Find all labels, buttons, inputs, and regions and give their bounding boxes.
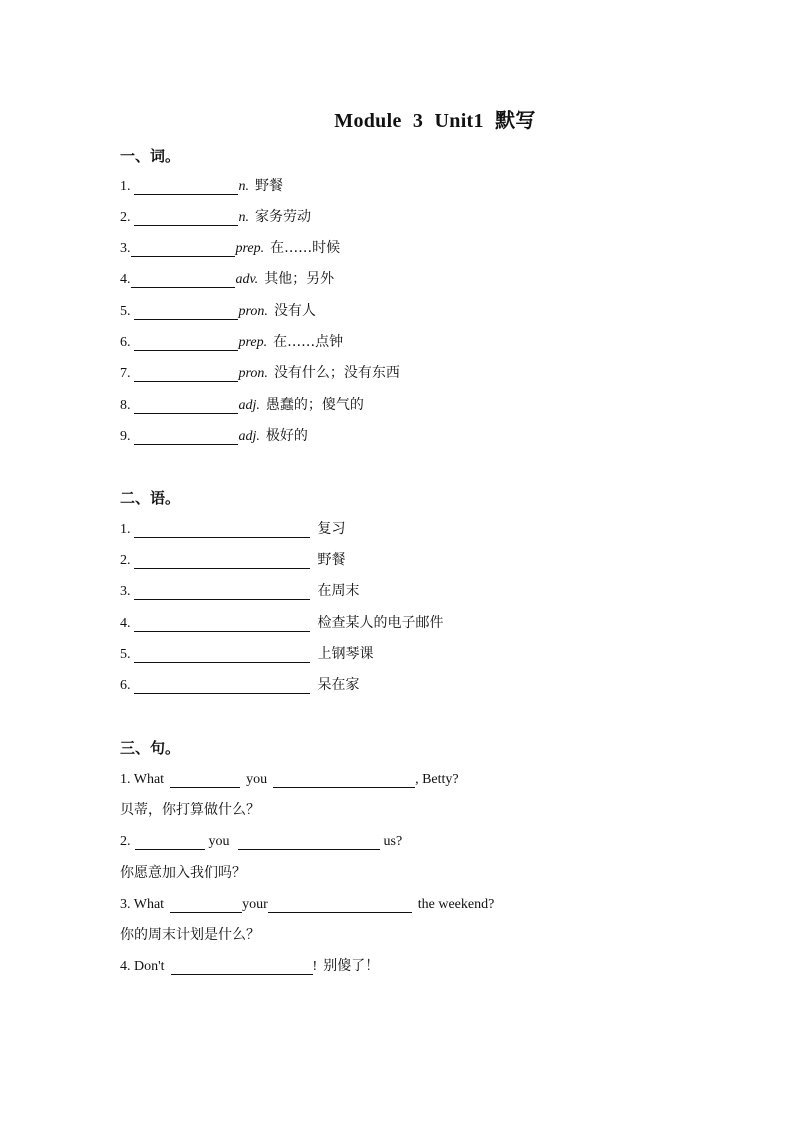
- answer-blank[interactable]: [273, 773, 415, 788]
- answer-blank[interactable]: [134, 336, 238, 351]
- item-number: 7.: [120, 366, 131, 381]
- sentence-translation: 你愿意加入我们吗？: [120, 865, 246, 881]
- answer-blank[interactable]: [134, 679, 310, 694]
- item-number: 8.: [120, 398, 131, 413]
- sentence-text: , Betty?: [415, 772, 459, 787]
- section-heading-words: 一、词。: [120, 147, 181, 165]
- phrase-meaning: 检查某人的电子邮件: [317, 615, 444, 631]
- word-meaning: 家务劳动: [255, 209, 311, 225]
- sentence-item-3: [120, 893, 494, 913]
- item-number: 5.: [120, 647, 131, 662]
- answer-blank[interactable]: [134, 523, 310, 538]
- answer-blank[interactable]: [268, 898, 412, 913]
- word-meaning: 其他；另外: [264, 271, 335, 287]
- answer-blank[interactable]: [134, 430, 238, 445]
- sentence-item-4: [120, 955, 379, 975]
- word-meaning: 极好的: [265, 428, 308, 444]
- sentence-text: you: [208, 834, 230, 849]
- word-meaning: 没有什么；没有东西: [273, 365, 400, 381]
- part-of-speech: pron.: [238, 304, 268, 319]
- answer-blank[interactable]: [238, 835, 380, 850]
- phrase-item: [120, 549, 346, 569]
- sentence-text: the weekend?: [417, 897, 495, 912]
- word-meaning: 愚蠢的；傻气的: [265, 397, 364, 413]
- phrase-meaning: 呆在家: [317, 677, 360, 693]
- sentence-text: 4. Don't: [120, 959, 165, 974]
- answer-blank[interactable]: [134, 305, 238, 320]
- sentence-item-1: [120, 768, 459, 788]
- phrase-item: [120, 643, 374, 663]
- phrase-item: [120, 612, 444, 632]
- word-meaning: 在……点钟: [273, 334, 344, 350]
- sentence-text: your: [242, 897, 268, 912]
- sentence-text: 1. What: [120, 772, 165, 787]
- word-item: [120, 425, 308, 445]
- phrase-meaning: 上钢琴课: [317, 646, 374, 662]
- answer-blank[interactable]: [131, 273, 235, 288]
- part-of-speech: pron.: [238, 366, 268, 381]
- part-of-speech: n.: [238, 210, 249, 225]
- item-number: 4.: [120, 616, 131, 631]
- word-item: [120, 300, 316, 320]
- sentence-text: 3. What: [120, 897, 165, 912]
- part-of-speech: adv.: [235, 272, 259, 287]
- sentence-text: !: [312, 959, 318, 974]
- answer-blank[interactable]: [170, 898, 242, 913]
- word-item: [120, 268, 334, 288]
- page-title: Module 3 Unit1 默写: [334, 110, 536, 132]
- answer-blank[interactable]: [134, 585, 310, 600]
- item-number: 6.: [120, 678, 131, 693]
- part-of-speech: adj.: [238, 429, 260, 444]
- item-number: 3.: [120, 584, 131, 599]
- answer-blank[interactable]: [170, 773, 240, 788]
- sentence-item-2: [120, 830, 402, 850]
- answer-blank[interactable]: [134, 211, 238, 226]
- word-item: [120, 331, 343, 351]
- section-heading-sentences: 三、句。: [120, 739, 181, 757]
- phrase-meaning: 在周末: [317, 583, 360, 599]
- word-meaning: 在……时候: [270, 240, 341, 256]
- item-number: 1.: [120, 522, 131, 537]
- sentence-translation: 你的周末计划是什么？: [120, 927, 260, 943]
- word-item: [120, 394, 364, 414]
- answer-blank[interactable]: [134, 617, 310, 632]
- word-item: [120, 237, 340, 257]
- answer-blank[interactable]: [134, 367, 238, 382]
- answer-blank[interactable]: [134, 399, 238, 414]
- word-item: [120, 206, 311, 226]
- item-number: 6.: [120, 335, 131, 350]
- part-of-speech: prep.: [238, 335, 268, 350]
- sentence-translation: 贝蒂，你打算做什么？: [120, 802, 260, 818]
- item-number: 9.: [120, 429, 131, 444]
- word-item: [120, 362, 400, 382]
- sentence-translation: 别傻了！: [323, 958, 380, 974]
- answer-blank[interactable]: [131, 242, 235, 257]
- phrase-meaning: 复习: [317, 521, 346, 537]
- word-meaning: 野餐: [255, 178, 283, 194]
- section-heading-phrases: 二、语。: [120, 489, 181, 507]
- item-number: 4.: [120, 272, 131, 287]
- item-number: 2.: [120, 210, 131, 225]
- answer-blank[interactable]: [171, 960, 313, 975]
- sentence-text: 2.: [120, 834, 131, 849]
- word-meaning: 没有人: [273, 303, 316, 319]
- phrase-item: [120, 580, 360, 600]
- phrase-item: [120, 518, 346, 538]
- phrase-meaning: 野餐: [317, 552, 346, 568]
- part-of-speech: adj.: [238, 398, 260, 413]
- answer-blank[interactable]: [135, 835, 205, 850]
- item-number: 1.: [120, 179, 131, 194]
- phrase-item: [120, 674, 360, 694]
- item-number: 5.: [120, 304, 131, 319]
- item-number: 2.: [120, 553, 131, 568]
- sentence-text: us?: [383, 834, 403, 849]
- sentence-text: you: [246, 772, 268, 787]
- part-of-speech: n.: [238, 179, 249, 194]
- part-of-speech: prep.: [235, 241, 265, 256]
- answer-blank[interactable]: [134, 180, 238, 195]
- answer-blank[interactable]: [134, 554, 310, 569]
- word-item: [120, 175, 283, 195]
- item-number: 3.: [120, 241, 131, 256]
- answer-blank[interactable]: [134, 648, 310, 663]
